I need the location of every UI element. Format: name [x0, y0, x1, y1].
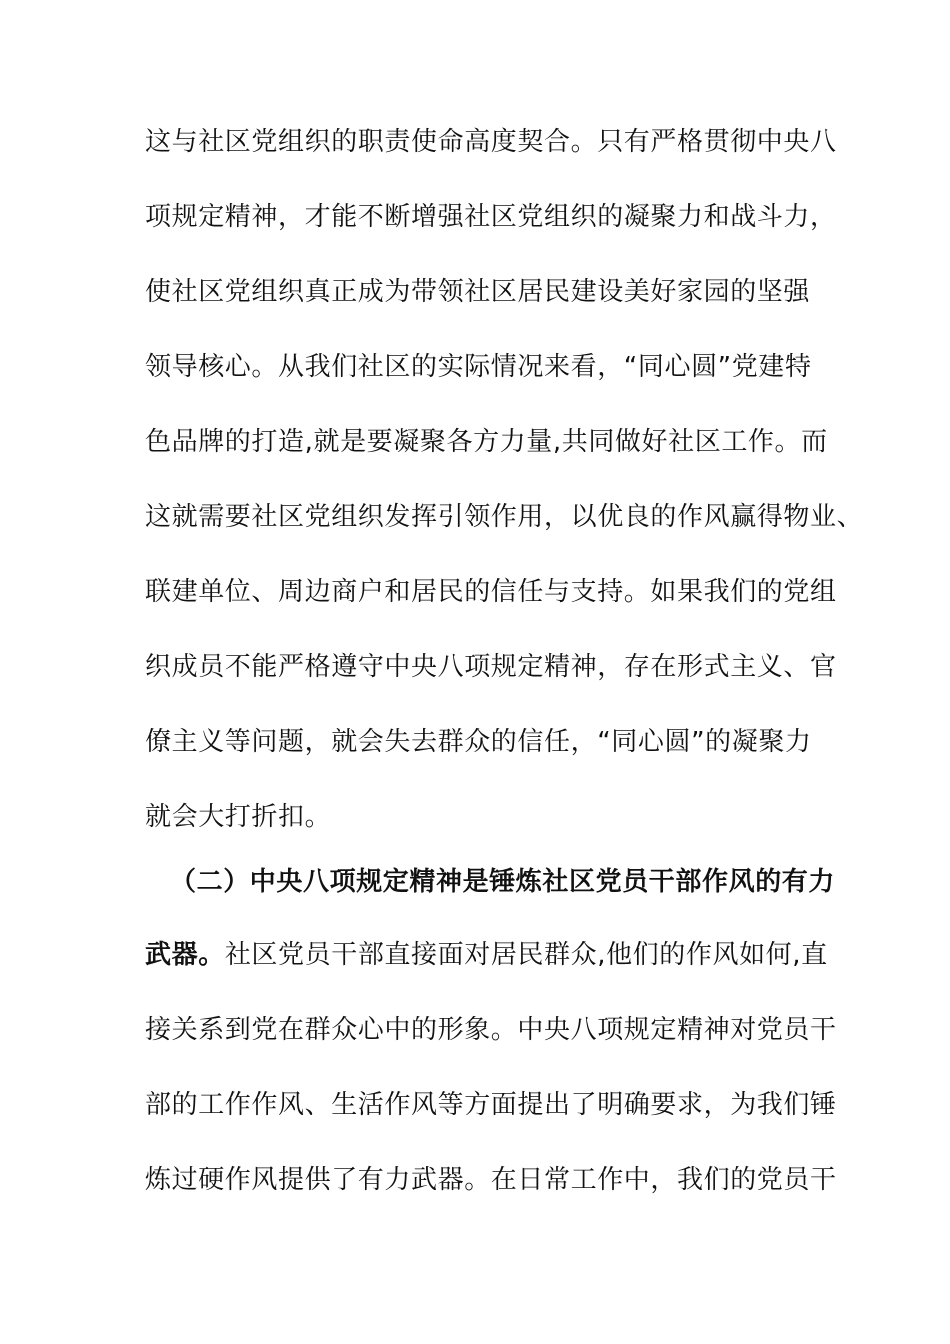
section-heading: （二）中央八项规定精神是锤炼社区党员干部作风的有力	[170, 867, 836, 897]
body-text-line: 炼过硬作风提供了有力武器。在日常工作中，我们的党员干	[145, 1165, 837, 1195]
body-text-line: 就会大打折扣。	[145, 802, 332, 832]
body-text-line: 这就需要社区党组织发挥引领作用，以优良的作风赢得物业、	[145, 502, 864, 532]
body-text-line: 部的工作作风、生活作风等方面提出了明确要求，为我们锤	[145, 1090, 837, 1120]
body-text-line: 使社区党组织真正成为带领社区居民建设美好家园的坚强	[145, 277, 811, 307]
body-text-line: 联建单位、周边商户和居民的信任与支持。如果我们的党组	[145, 577, 837, 607]
section-heading-end: 武器。	[145, 940, 225, 970]
body-text-line: 项规定精神，才能不断增强社区党组织的凝聚力和战斗力，	[145, 202, 837, 232]
body-text: 社区党员干部直接面对居民群众,他们的作风如何,直	[224, 940, 828, 970]
body-text-line: 僚主义等问题，就会失去群众的信任，“同心圆”的凝聚力	[145, 727, 812, 757]
body-text-line: 织成员不能严格遵守中央八项规定精神，存在形式主义、官	[145, 652, 837, 682]
body-text-line: 接关系到党在群众心中的形象。中央八项规定精神对党员干	[145, 1015, 837, 1045]
body-text-line: 这与社区党组织的职责使命高度契合。只有严格贯彻中央八	[145, 127, 837, 157]
body-text-line	[145, 940, 828, 970]
body-text-line: 领导核心。从我们社区的实际情况来看，“同心圆”党建特	[145, 352, 812, 382]
body-text-line: 色品牌的打造,就是要凝聚各方力量,共同做好社区工作。而	[145, 427, 828, 457]
